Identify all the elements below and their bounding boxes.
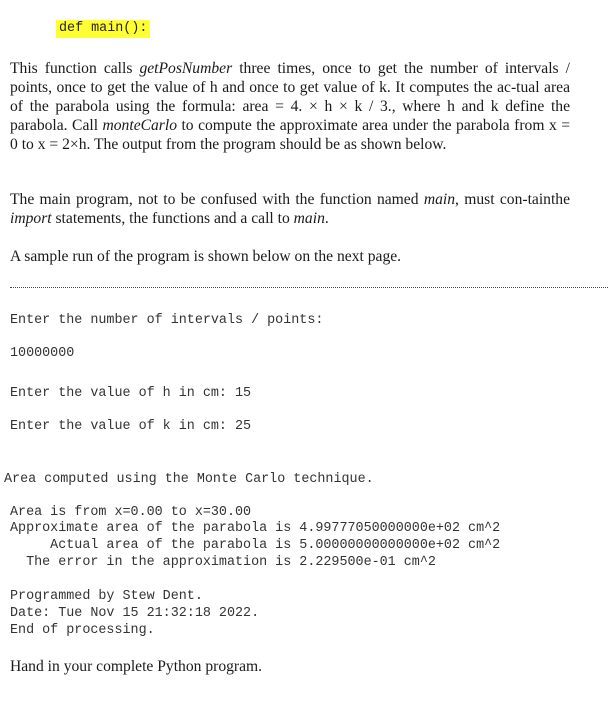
p2-text-2: , must con-tainthe <box>455 191 571 208</box>
p1-text-3: to compute the approximate area under the parabola from x = 0 to x = 2×h. The output from the program should be as shown below. <box>10 117 570 153</box>
run-date: Date: Tue Nov 15 21:32:18 2022. <box>10 606 260 621</box>
area-range: Area is from x=0.00 to x=30.00 <box>10 505 252 520</box>
p2-text-3: statements, the functions and a call to <box>51 210 294 227</box>
p1-function-montecarlo: monteCarlo <box>102 117 178 134</box>
p1-text-1: This function calls <box>10 60 140 77</box>
main-program-paragraph <box>10 190 570 228</box>
prompt-k: Enter the value of k in cm: 25 <box>10 419 252 434</box>
input-intervals: 10000000 <box>10 346 75 361</box>
monte-carlo-heading: Area computed using the Monte Carlo technique. <box>4 472 374 487</box>
approximation-error: The error in the approximation is 2.229500e-01 cm^2 <box>10 555 436 570</box>
dotted-divider <box>10 287 608 288</box>
actual-area: Actual area of the parabola is 5.00000000000000e+02 cm^2 <box>10 538 501 553</box>
description-paragraph <box>10 59 570 154</box>
p1-function-getposnumber: getPosNumber <box>139 60 233 77</box>
p2-function-main-call: main <box>293 210 325 227</box>
final-instruction: Hand in your complete Python program. <box>10 658 263 675</box>
p2-function-main: main <box>423 191 456 208</box>
p2-text-4: . <box>324 210 329 227</box>
end-of-processing: End of processing. <box>10 623 155 638</box>
p1-text-2: three times, once to get the number of intervals / points, once to get the value of h and once to get value of k. It computes the ac-tual area of the parabola using the formula: area = 4. × h × k / 3., where h and k define the parabola. Call <box>10 60 570 134</box>
prompt-h: Enter the value of h in cm: 15 <box>10 386 252 401</box>
code-header: def main(): <box>56 20 150 38</box>
approximate-area: Approximate area of the parabola is 4.99777050000000e+02 cm^2 <box>10 521 501 536</box>
sample-run-intro: A sample run of the program is shown below on the next page. <box>10 248 402 265</box>
p2-keyword-import: import <box>10 210 52 227</box>
programmed-by: Programmed by Stew Dent. <box>10 589 203 604</box>
prompt-intervals: Enter the number of intervals / points: <box>10 313 324 328</box>
p2-text-1: The main program, not to be confused with the function named <box>10 191 424 208</box>
